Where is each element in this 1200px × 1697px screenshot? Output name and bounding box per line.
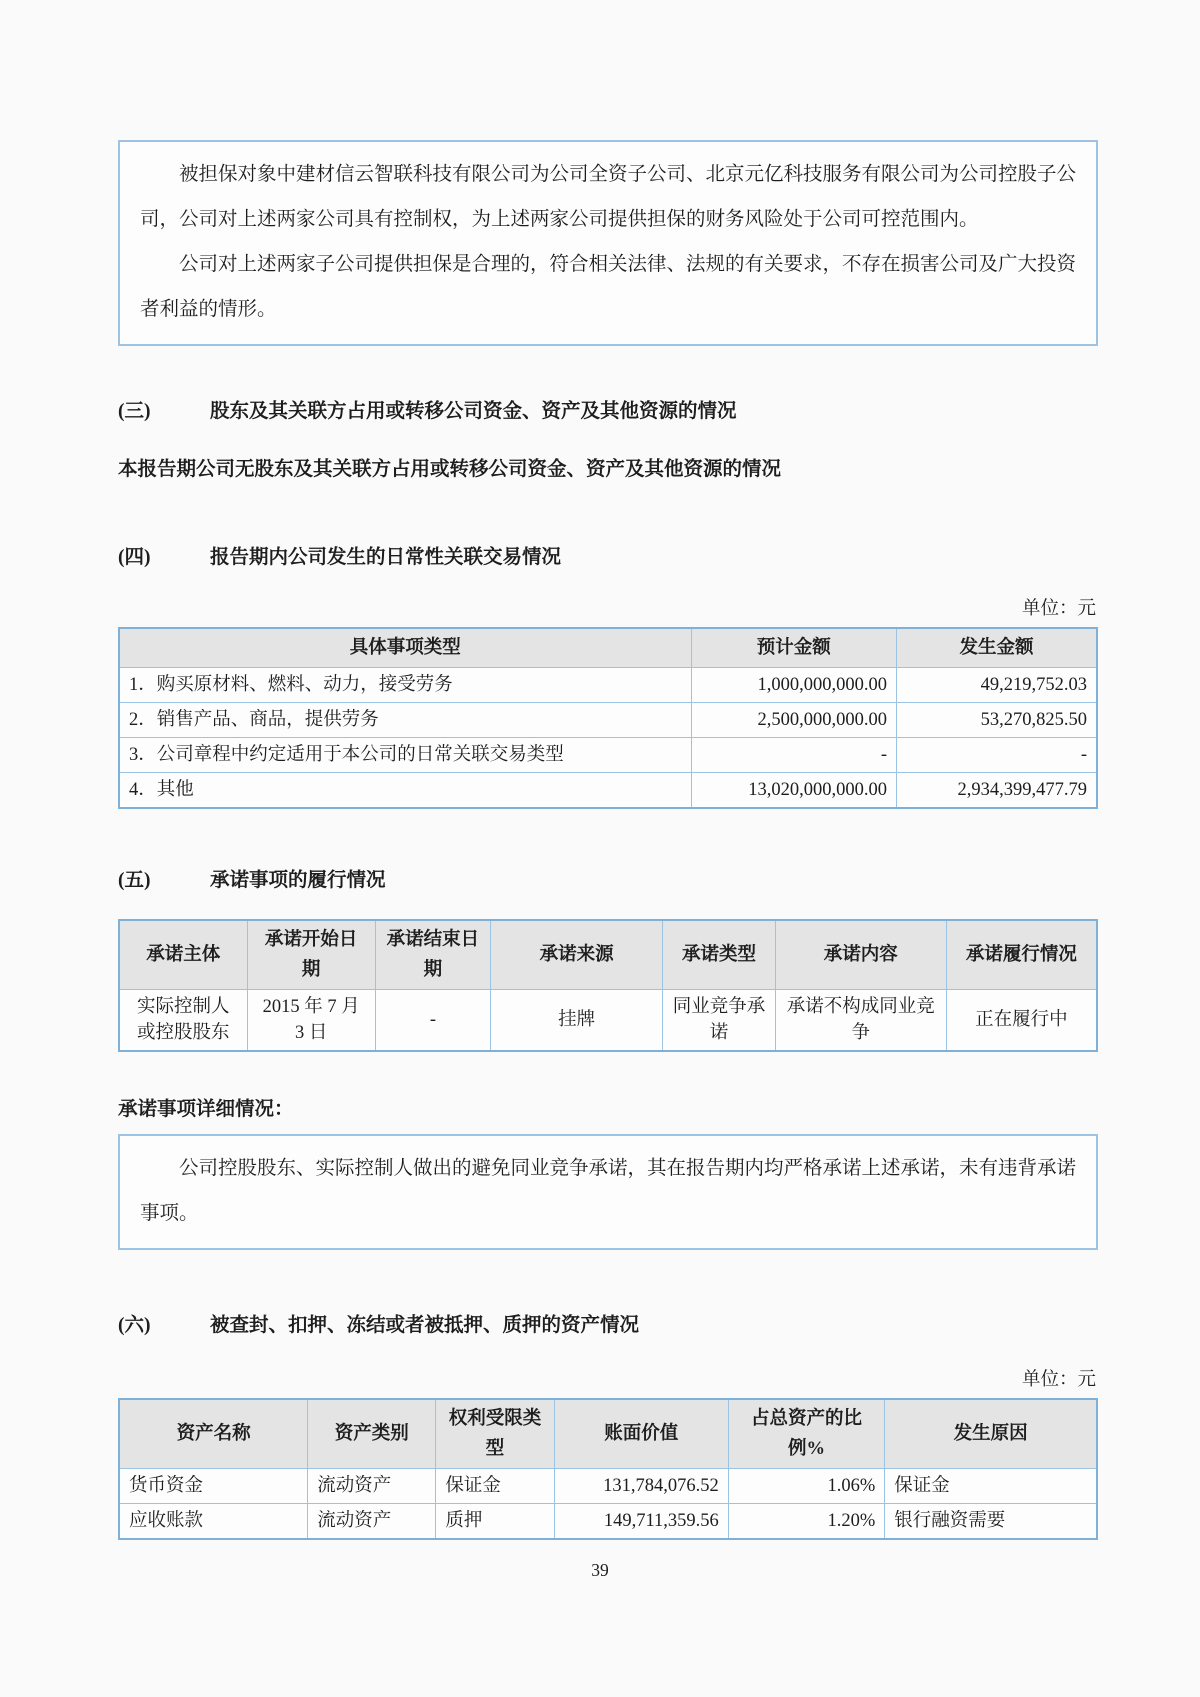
table-cell: - xyxy=(691,738,896,773)
column-header: 账面价值 xyxy=(554,1399,728,1469)
document-content xyxy=(118,0,1098,1581)
table-cell: 2015 年 7 月 3 日 xyxy=(247,990,375,1052)
table-cell: 3．公司章程中约定适用于本公司的日常关联交易类型 xyxy=(119,738,691,773)
commitment-detail-label: 承诺事项详细情况： xyxy=(118,1099,294,1120)
table-row xyxy=(119,1469,1097,1504)
table-cell: 149,711,359.56 xyxy=(554,1504,728,1540)
restricted-assets-table xyxy=(118,1398,1098,1540)
guarantee-paragraph-2: 公司对上述两家子公司提供担保是合理的，符合相关法律、法规的有关要求，不存在损害公司及广大投资者利益的情形。 xyxy=(140,254,1077,320)
column-header: 占总资产的比例% xyxy=(728,1399,884,1469)
table-cell: 49,219,752.03 xyxy=(897,668,1098,703)
column-header: 承诺履行情况 xyxy=(946,920,1097,990)
table-cell: 质押 xyxy=(436,1504,554,1540)
column-header: 承诺结束日期 xyxy=(375,920,490,990)
column-header: 承诺来源 xyxy=(491,920,663,990)
section-5-number: (五) xyxy=(118,870,151,891)
table-cell: 13,020,000,000.00 xyxy=(691,773,896,809)
table-cell: 流动资产 xyxy=(308,1469,436,1504)
section-6-heading xyxy=(118,1312,1098,1340)
table-row xyxy=(119,703,1097,738)
table-cell: 保证金 xyxy=(885,1469,1097,1504)
table-cell: 应收账款 xyxy=(119,1504,308,1540)
table-cell: 1,000,000,000.00 xyxy=(691,668,896,703)
column-header: 预计金额 xyxy=(691,628,896,668)
table-cell: 1．购买原材料、燃料、动力，接受劳务 xyxy=(119,668,691,703)
table-cell: 保证金 xyxy=(436,1469,554,1504)
table-cell: 银行融资需要 xyxy=(885,1504,1097,1540)
guarantee-statement-box xyxy=(118,140,1098,346)
section-6-number: (六) xyxy=(118,1315,151,1336)
table-row xyxy=(119,668,1097,703)
table-header-row xyxy=(119,920,1097,990)
commitment-detail-box xyxy=(118,1134,1098,1250)
section-3-title: 股东及其关联方占用或转移公司资金、资产及其他资源的情况 xyxy=(210,401,737,422)
column-header: 发生金额 xyxy=(897,628,1098,668)
table-cell: 货币资金 xyxy=(119,1469,308,1504)
unit-label-section-4: 单位：元 xyxy=(1021,599,1096,619)
table-row xyxy=(119,1504,1097,1540)
related-transactions-table xyxy=(118,627,1098,809)
guarantee-paragraph-1: 被担保对象中建材信云智联科技有限公司为公司全资子公司、北京元亿科技服务有限公司为公司控股子公司，公司对上述两家公司具有控制权，为上述两家公司提供担保的财务风险处于公司可控范围内。 xyxy=(140,164,1077,230)
section-4-title: 报告期内公司发生的日常性关联交易情况 xyxy=(210,547,562,568)
table-header-row xyxy=(119,628,1097,668)
table-cell: 实际控制人或控股股东 xyxy=(119,990,247,1052)
section-5-title: 承诺事项的履行情况 xyxy=(210,870,386,891)
section-4-heading xyxy=(118,544,1098,572)
table-row xyxy=(119,773,1097,809)
table-cell: 1.06% xyxy=(728,1469,884,1504)
section-6-title: 被查封、扣押、冻结或者被抵押、质押的资产情况 xyxy=(210,1315,640,1336)
unit-label-section-6: 单位：元 xyxy=(1021,1370,1096,1390)
column-header: 资产名称 xyxy=(119,1399,308,1469)
commitments-table xyxy=(118,919,1098,1052)
table-cell: 挂牌 xyxy=(491,990,663,1052)
table-cell: 流动资产 xyxy=(308,1504,436,1540)
table-cell: 2．销售产品、商品，提供劳务 xyxy=(119,703,691,738)
table-cell: - xyxy=(375,990,490,1052)
table-cell: 同业竞争承诺 xyxy=(663,990,775,1052)
table-header-row xyxy=(119,1399,1097,1469)
table-cell: 承诺不构成同业竞争 xyxy=(775,990,946,1052)
column-header: 承诺主体 xyxy=(119,920,247,990)
column-header: 承诺内容 xyxy=(775,920,946,990)
table-cell: 4．其他 xyxy=(119,773,691,809)
column-header: 承诺类型 xyxy=(663,920,775,990)
table-row xyxy=(119,738,1097,773)
column-header: 权利受限类型 xyxy=(436,1399,554,1469)
table-cell: 正在履行中 xyxy=(946,990,1097,1052)
column-header: 发生原因 xyxy=(885,1399,1097,1469)
column-header: 具体事项类型 xyxy=(119,628,691,668)
table-cell: 2,500,000,000.00 xyxy=(691,703,896,738)
table-cell: 2,934,399,477.79 xyxy=(897,773,1098,809)
section-3-body: 本报告期公司无股东及其关联方占用或转移公司资金、资产及其他资源的情况 xyxy=(118,459,782,480)
table-cell: 1.20% xyxy=(728,1504,884,1540)
table-cell: - xyxy=(897,738,1098,773)
table-cell: 53,270,825.50 xyxy=(897,703,1098,738)
table-row xyxy=(119,990,1097,1052)
section-5-heading xyxy=(118,867,1098,895)
page-number: 39 xyxy=(591,1560,609,1580)
column-header: 承诺开始日期 xyxy=(247,920,375,990)
section-3-heading xyxy=(118,398,1098,426)
section-4-number: (四) xyxy=(118,547,151,568)
column-header: 资产类别 xyxy=(308,1399,436,1469)
section-3-number: (三) xyxy=(118,401,151,422)
commitment-detail-text: 公司控股股东、实际控制人做出的避免同业竞争承诺，其在报告期内均严格承诺上述承诺，未有违背承诺事项。 xyxy=(140,1158,1077,1224)
table-cell: 131,784,076.52 xyxy=(554,1469,728,1504)
